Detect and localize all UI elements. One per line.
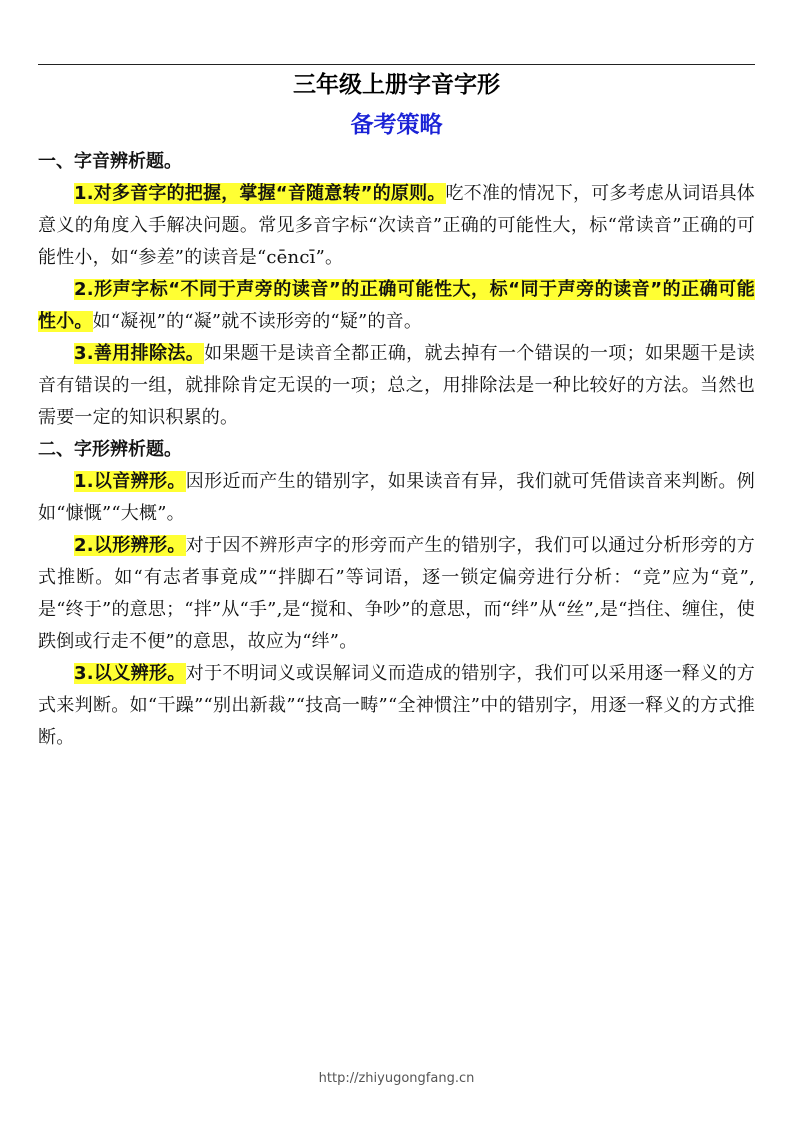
- highlighted-lead: 1.对多音字的把握，掌握“音随意转”的原则。: [74, 183, 446, 204]
- paragraph-body: 因形近而产生的错别字，如果读音有异，我们就可凭借读音来判断。例如“慷慨”“大概”。: [38, 471, 756, 524]
- paragraph: [38, 338, 755, 434]
- paragraph: [38, 274, 755, 338]
- paragraph: [38, 178, 755, 274]
- paragraph-body: 吃不准的情况下，可多考虑从词语具体意义的角度入手解决问题。常见多音字标“次读音”正确的可能性大，标“常读音”正确的可能性小，如“参差”的读音是“cēncī”。: [38, 183, 756, 268]
- top-divider: [38, 64, 755, 65]
- paragraph-body: 对于不明词义或误解词义而造成的错别字，我们可以采用逐一释义的方式来判断。如“干躁”“别出新裁”“技高一畴”“全神惯注”中的错别字，用逐一释义的方式推断。: [38, 663, 756, 748]
- paragraph-body: 对于因不辨形声字的形旁而产生的错别字，我们可以通过分析形旁的方式推断。如“有志者事竟成”“拌脚石”等词语，逐一锁定偏旁进行分析：“竞”应为“竟”,是“终于”的意思；“拌”从“手”,是“搅和、争吵”的意思，而“绊”从“丝”,是“挡住、缠住，使跌倒或行走不便”的意思，故应为“绊”。: [38, 535, 756, 652]
- paragraph-body: 如“凝视”的“凝”就不读形旁的“疑”的音。: [92, 311, 423, 332]
- section-pronunciation: [38, 146, 755, 434]
- footer-url: http://zhiyugongfang.cn: [318, 1071, 475, 1086]
- section-character-form: [38, 434, 755, 754]
- highlighted-lead: 1.以音辨形。: [74, 471, 186, 492]
- section-heading: 二、字形辨析题。: [38, 439, 182, 460]
- highlighted-lead: 3.以义辨形。: [74, 663, 186, 684]
- paragraph: [38, 658, 755, 754]
- page-title: 三年级上册字音字形: [293, 72, 500, 98]
- paragraph-body: 如果题干是读音全都正确，就去掉有一个错误的一项；如果题干是读音有错误的一组，就排除肯定无误的一项；总之，用排除法是一种比较好的方法。当然也需要一定的知识积累的。: [38, 343, 755, 428]
- highlighted-lead: 2.以形辨形。: [74, 535, 186, 556]
- paragraph: [38, 466, 755, 530]
- highlighted-lead: 3.善用排除法。: [74, 343, 205, 364]
- document-body: [38, 146, 755, 754]
- page-subtitle: 备考策略: [350, 112, 443, 138]
- highlighted-lead: 2.形声字标“不同于声旁的读音”的正确可能性大，标“同于声旁的读音”的正确可能性小。: [38, 279, 755, 332]
- paragraph: [38, 530, 755, 658]
- section-heading: 一、字音辨析题。: [38, 151, 182, 172]
